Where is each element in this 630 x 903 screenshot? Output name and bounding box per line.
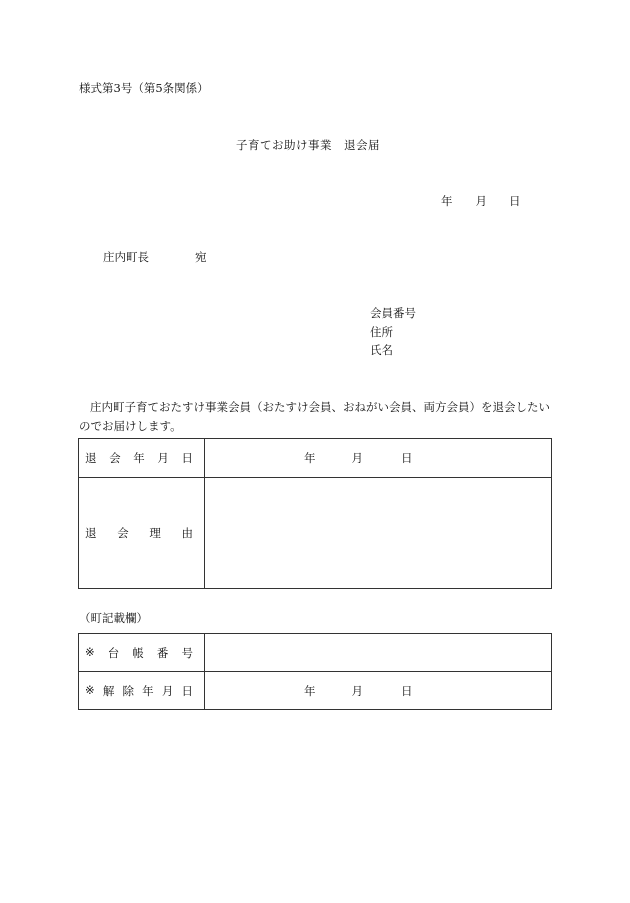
member-info [370, 304, 416, 360]
date-year: 年 [441, 194, 453, 208]
ledger-number-label [79, 634, 205, 672]
member-number-label: 会員番号 [370, 306, 416, 320]
office-use-table [78, 633, 552, 710]
withdrawal-date-field[interactable] [205, 439, 552, 478]
label-char: 日 [181, 683, 193, 698]
address-label: 住所 [370, 324, 393, 339]
label-char: 年 [142, 683, 154, 698]
label-char: 月 [157, 451, 169, 465]
label-char: 由 [181, 526, 193, 540]
label-char: 月 [161, 683, 174, 698]
withdrawal-reason-field[interactable] [205, 478, 552, 589]
document-title: 子育てお助け事業 退会届 [236, 138, 380, 152]
addressee-suffix: 宛 [195, 250, 207, 264]
withdrawal-table [78, 438, 552, 589]
withdrawal-reason-label [79, 478, 205, 589]
withdrawal-date-label [79, 439, 205, 478]
cancellation-month: 月 [351, 683, 363, 698]
label-char: 番 [156, 645, 169, 660]
form-number: 様式第3号（第5条関係） [79, 81, 209, 95]
date-month: 月 [475, 194, 487, 208]
label-char: 退 [85, 526, 97, 540]
label-char: 号 [181, 645, 193, 660]
label-char: 退 [85, 451, 97, 465]
label-char: 帳 [132, 645, 144, 660]
office-use-note: （町記載欄） [79, 611, 148, 625]
label-char: ※ [85, 682, 95, 697]
label-char: 台 [107, 645, 120, 660]
cancellation-year: 年 [304, 683, 316, 698]
body-text: 庄内町子育ておたすけ事業会員（おたすけ会員、おねがい会員、両方会員）を退会したいのでお届けします。 [79, 400, 550, 433]
ledger-number-field[interactable] [205, 634, 552, 672]
withdrawal-month: 月 [351, 451, 363, 465]
name-label: 氏名 [370, 343, 393, 357]
cancellation-date-field[interactable] [205, 672, 552, 710]
label-char: 会 [109, 451, 121, 465]
date-day: 日 [509, 194, 521, 208]
label-char: 理 [149, 526, 161, 540]
cancellation-date-label [79, 672, 205, 710]
withdrawal-day: 日 [401, 451, 413, 465]
label-char: 年 [133, 451, 145, 465]
submission-date [441, 193, 521, 209]
withdrawal-year: 年 [304, 451, 316, 465]
cancellation-day: 日 [401, 683, 413, 698]
label-char: ※ [85, 644, 95, 659]
label-char: 解 [102, 683, 115, 698]
label-char: 日 [181, 451, 193, 465]
addressee-name: 庄内町長 [103, 250, 149, 264]
label-char: 除 [122, 683, 134, 698]
label-char: 会 [117, 526, 129, 540]
